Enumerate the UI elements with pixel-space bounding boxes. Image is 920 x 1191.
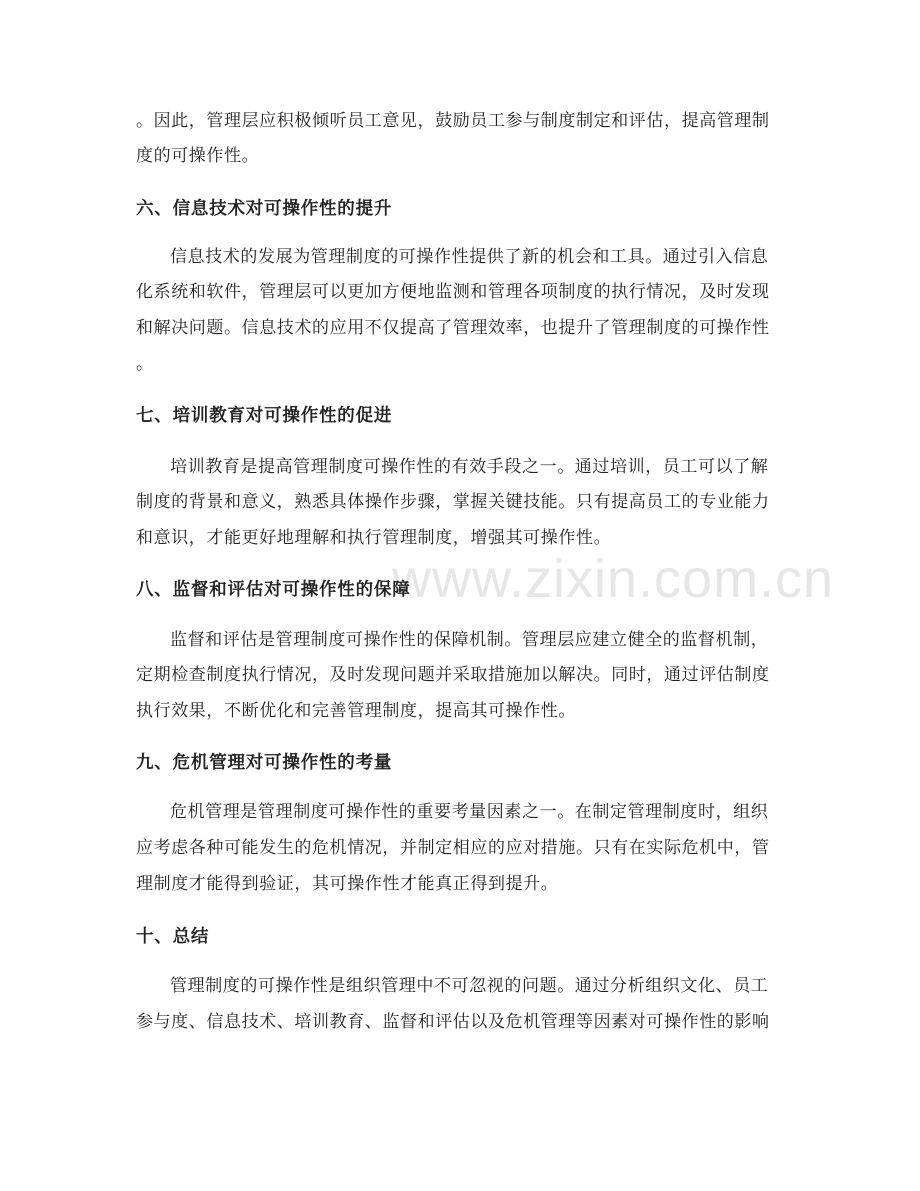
- paragraph-line: 参与度、信息技术、培训教育、监督和评估以及危机管理等因素对可操作性的影响: [136, 1012, 770, 1032]
- paragraph-line: 定期检查制度执行情况，及时发现问题并采取措施加以解决。同时，通过评估制度: [136, 665, 770, 685]
- paragraph-line: 培训教育是提高管理制度可操作性的有效手段之一。通过培训，员工可以了解: [170, 457, 769, 477]
- paragraph-line: 度的可操作性。: [136, 146, 260, 166]
- section-heading: 七、培训教育对可操作性的促进: [136, 406, 393, 426]
- paragraph-line: 信息技术的发展为管理制度的可操作性提供了新的机会和工具。通过引入信息: [170, 247, 769, 267]
- watermark-text: www.zixin.com.cn: [392, 549, 835, 609]
- paragraph-line: 和解决问题。信息技术的应用不仅提高了管理效率，也提升了管理制度的可操作性: [136, 318, 770, 338]
- section-heading: 九、危机管理对可操作性的考量: [136, 753, 393, 773]
- paragraph-line: 化系统和软件，管理层可以更加方便地监测和管理各项制度的执行情况，及时发现: [136, 282, 770, 302]
- paragraph-line: 和意识，才能更好地理解和执行管理制度，增强其可操作性。: [136, 528, 612, 548]
- paragraph-line: 。: [136, 354, 154, 374]
- paragraph-line: 执行效果，不断优化和完善管理制度，提高其可操作性。: [136, 701, 576, 721]
- section-heading: 十、总结: [136, 927, 210, 947]
- paragraph-line: 。因此，管理层应积极倾听员工意见，鼓励员工参与制度制定和评估，提高管理制: [136, 111, 770, 131]
- paragraph-line: 制度的背景和意义，熟悉具体操作步骤，掌握关键技能。只有提高员工的专业能力: [136, 492, 770, 512]
- section-heading: 八、监督和评估对可操作性的保障: [136, 580, 411, 600]
- paragraph-line: 理制度才能得到验证，其可操作性才能真正得到提升。: [136, 874, 559, 894]
- paragraph-line: 监督和评估是管理制度可操作性的保障机制。管理层应建立健全的监督机制，: [170, 630, 769, 650]
- section-heading: 六、信息技术对可操作性的提升: [136, 199, 393, 219]
- paragraph-line: 危机管理是管理制度可操作性的重要考量因素之一。在制定管理制度时，组织: [170, 802, 769, 822]
- paragraph-line: 应考虑各种可能发生的危机情况，并制定相应的应对措施。只有在实际危机中，管: [136, 838, 770, 858]
- paragraph-line: 管理制度的可操作性是组织管理中不可忽视的问题。通过分析组织文化、员工: [170, 976, 769, 996]
